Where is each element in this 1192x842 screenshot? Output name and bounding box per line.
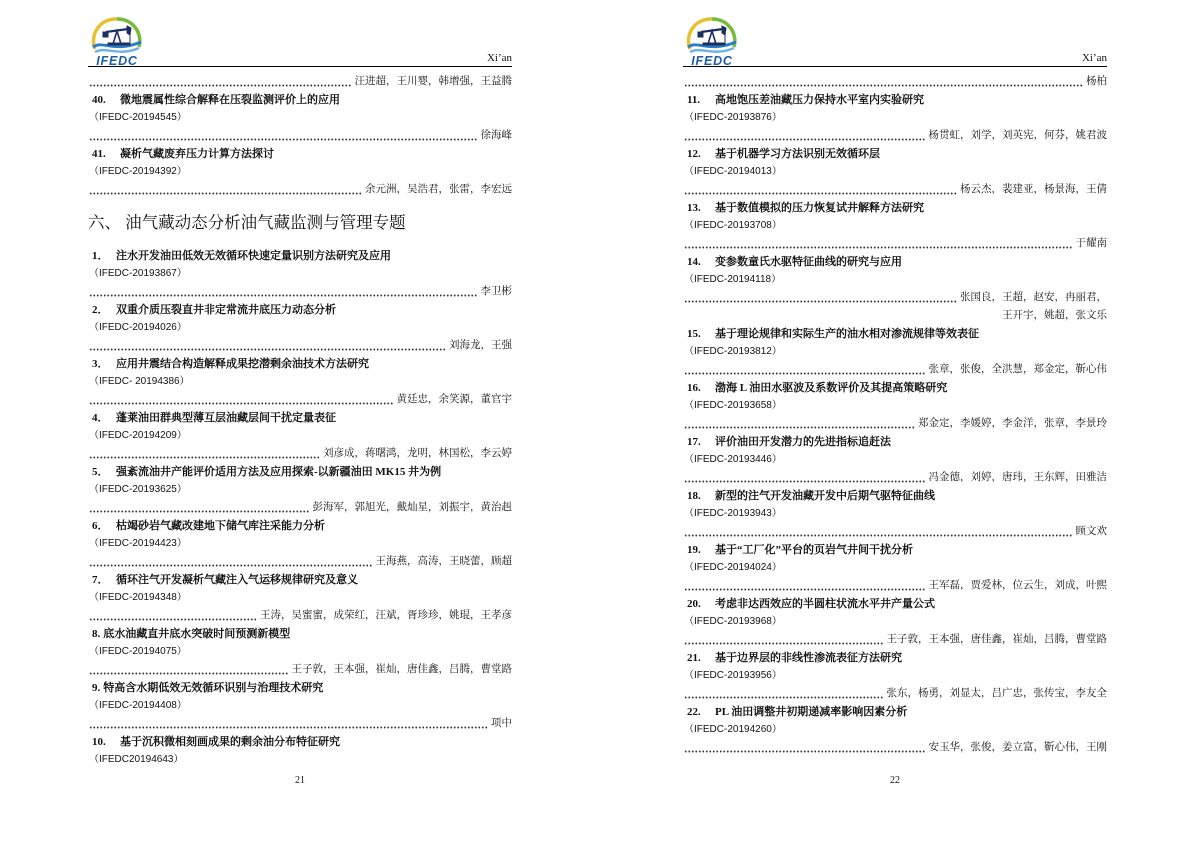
paper-entry xyxy=(683,379,1107,433)
dot-leader xyxy=(684,361,926,379)
paper-title-line xyxy=(683,145,1107,163)
authors-line xyxy=(88,283,512,301)
paper-title-line xyxy=(683,433,1107,451)
pump-jack-icon xyxy=(103,26,131,45)
authors-line xyxy=(683,739,1107,757)
paper-code: （IFEDC-20193812） xyxy=(684,346,782,357)
authors-line xyxy=(88,73,512,91)
author-names: 汪进超，王川婴，韩增强，王益腾 xyxy=(354,76,512,87)
authors-line xyxy=(88,661,512,679)
paper-number: 3． xyxy=(92,358,109,370)
paper-title-line xyxy=(88,355,512,373)
paper-title-line xyxy=(88,301,512,319)
paper-number: 21. xyxy=(687,652,701,664)
paper-title: 应用井震结合构造解释成果挖潜剩余油技术方法研究 xyxy=(116,358,369,370)
paper-title: 特高含水期低效无效循环识别与治理技术研究 xyxy=(103,682,324,694)
paper-code: （IFEDC-20194075） xyxy=(89,646,187,657)
paper-title: 基于沉积微相刻画成果的剩余油分布特征研究 xyxy=(120,736,340,748)
paper-number: 2． xyxy=(92,304,109,316)
paper-title-line xyxy=(683,199,1107,217)
dot-leader xyxy=(89,283,478,301)
paper-number: 9. xyxy=(92,682,101,694)
paper-code: （IFEDC20194643） xyxy=(89,754,184,765)
paper-title-line xyxy=(683,649,1107,667)
paper-title-line xyxy=(88,409,512,427)
author-names: 安玉华，张俊，姜立富，靳心伟，王刚 xyxy=(928,742,1107,753)
dot-leader xyxy=(684,685,884,703)
paper-title: PL 油田调整井初期递减率影响因素分析 xyxy=(715,706,908,718)
paper-number: 7． xyxy=(92,574,109,586)
paper-title: 循环注气开发凝析气藏注入气运移规律研究及意义 xyxy=(116,574,358,586)
paper-title: 注水开发油田低效无效循环快速定量识别方法研究及应用 xyxy=(116,250,391,262)
section-heading: 六、 油气藏动态分析油气藏监测与管理专题 xyxy=(88,213,406,232)
paper-number: 17. xyxy=(687,436,701,448)
dot-leader xyxy=(89,181,362,199)
paper-code: （IFEDC-20193867） xyxy=(89,268,187,279)
paper-number: 6． xyxy=(92,520,109,532)
paper-entry xyxy=(683,145,1107,199)
paper-title: 蓬莱油田群典型薄互层油藏层间干扰定量表征 xyxy=(116,412,336,424)
paper-number: 19. xyxy=(687,544,701,556)
page-content xyxy=(88,73,512,769)
paper-number: 13. xyxy=(687,202,701,214)
paper-entry xyxy=(683,487,1107,541)
paper-code: （IFEDC-20194348） xyxy=(89,592,187,603)
dot-leader xyxy=(684,289,957,307)
dot-leader xyxy=(89,73,352,91)
paper-entry xyxy=(88,463,512,517)
dot-leader xyxy=(684,469,926,487)
paper-code: （IFEDC-20193446） xyxy=(684,454,782,465)
paper-entry xyxy=(88,355,512,409)
paper-code: （IFEDC-20193876） xyxy=(684,112,782,123)
paper-title-line xyxy=(88,679,512,697)
authors-line xyxy=(88,607,512,625)
authors-line xyxy=(683,73,1107,91)
authors-line xyxy=(88,553,512,571)
paper-entry xyxy=(683,253,1107,325)
paper-entry xyxy=(88,625,512,679)
paper-code: （IFEDC-20193708） xyxy=(684,220,782,231)
author-names: 徐海峰 xyxy=(480,130,512,141)
author-names: 张东，杨勇，刘显太，吕广忠，张传宝，李友全 xyxy=(886,688,1107,699)
dot-leader xyxy=(89,391,394,409)
author-names: 李卫彬 xyxy=(480,286,512,297)
author-names: 杨贯虹，刘学，刘英宪，何芬，姚君波 xyxy=(928,130,1107,141)
dot-leader xyxy=(684,523,1073,541)
paper-code: （IFEDC-20193968） xyxy=(684,616,782,627)
paper-code: （IFEDC-20194024） xyxy=(684,562,782,573)
dot-leader xyxy=(89,661,289,679)
dot-leader xyxy=(684,415,915,433)
authors-line xyxy=(683,235,1107,253)
authors-line xyxy=(683,127,1107,145)
dot-leader xyxy=(89,337,446,355)
header-location: Xi’an xyxy=(486,52,512,64)
header-rule xyxy=(88,66,512,67)
paper-entry xyxy=(88,517,512,571)
paper-entry xyxy=(88,301,512,355)
paper-entry xyxy=(683,703,1107,757)
author-names: 刘彦成，蒋曙鸿，龙明，林国松，李云婷 xyxy=(323,448,512,459)
paper-entry xyxy=(88,247,512,301)
authors-line xyxy=(683,307,1107,325)
authors-line xyxy=(88,499,512,517)
authors-line xyxy=(88,181,512,199)
page-number: 21 xyxy=(295,775,305,786)
paper-title-line xyxy=(88,247,512,265)
paper-title-line xyxy=(683,253,1107,271)
paper-entry xyxy=(88,733,512,769)
author-names: 王子敦，王本强，唐佳鑫，崔灿，吕腾，曹堂路 xyxy=(886,634,1107,645)
authors-line xyxy=(683,631,1107,649)
paper-title-line xyxy=(683,541,1107,559)
paper-entry xyxy=(683,541,1107,595)
authors-line xyxy=(683,181,1107,199)
logo-text: IFEDC xyxy=(96,54,138,67)
paper-code: （IFEDC-20194013） xyxy=(684,166,782,177)
paper-title: 新型的注气开发油藏开发中后期气驱特征曲线 xyxy=(715,490,935,502)
paper-title: 考虑非达西效应的半圆柱状流水平井产量公式 xyxy=(715,598,935,610)
paper-code: （IFEDC-20194260） xyxy=(684,724,782,735)
paper-number: 40. xyxy=(92,94,106,106)
paper-code: （IFEDC-20194209） xyxy=(89,430,187,441)
paper-code: （IFEDC-20194423） xyxy=(89,538,187,549)
author-names: 彭海军，郭旭光，戴灿星，刘振宇，黄治赳 xyxy=(312,502,512,513)
authors-line xyxy=(88,445,512,463)
paper-number: 11. xyxy=(687,94,701,106)
dot-leader xyxy=(684,181,957,199)
paper-title: 枯竭砂岩气藏改建地下储气库注采能力分析 xyxy=(116,520,325,532)
authors-line xyxy=(683,415,1107,433)
dot-leader xyxy=(684,739,926,757)
author-names: 王子敦，王本强，崔灿，唐佳鑫，吕腾，曹堂路 xyxy=(291,664,512,675)
dot-leader xyxy=(684,73,1083,91)
paper-number: 18. xyxy=(687,490,701,502)
paper-entry xyxy=(88,91,512,145)
paper-entry xyxy=(683,199,1107,253)
paper-entry xyxy=(88,679,512,733)
paper-entry xyxy=(683,325,1107,379)
header-rule xyxy=(683,66,1107,67)
author-names: 黄廷忠，余笑源，董官宇 xyxy=(396,394,512,405)
paper-title: 变参数童氏水驱特征曲线的研究与应用 xyxy=(715,256,902,268)
paper-title: 评价油田开发潜力的先进指标追赶法 xyxy=(715,436,891,448)
author-names: 杨云杰，裴建亚，杨景海，王倩 xyxy=(960,184,1107,195)
dot-leader xyxy=(89,499,310,517)
author-names: 冯金德，刘婷，唐玮，王东辉，田雅洁 xyxy=(928,472,1107,483)
dot-leader xyxy=(89,607,257,625)
author-names: 张章，张俊，全洪慧，郑金定，靳心伟 xyxy=(928,364,1107,375)
paper-title: 底水油藏直井底水突破时间预测新模型 xyxy=(103,628,291,640)
paper-number: 20. xyxy=(687,598,701,610)
authors-line xyxy=(88,391,512,409)
author-names: 项中 xyxy=(491,718,512,729)
paper-title-line xyxy=(683,91,1107,109)
paper-title: 双重介质压裂直井非定常流井底压力动态分析 xyxy=(116,304,336,316)
paper-entry xyxy=(88,571,512,625)
dot-leader xyxy=(684,127,926,145)
author-names: 顾文欢 xyxy=(1075,526,1107,537)
paper-number: 8. xyxy=(92,628,101,640)
paper-title: 基于“工厂化”平台的页岩气井间干扰分析 xyxy=(715,544,913,556)
paper-title: 微地震属性综合解释在压裂监测评价上的应用 xyxy=(120,94,340,106)
authors-line xyxy=(683,289,1107,307)
paper-code: （IFEDC-20194392） xyxy=(89,166,187,177)
pump-jack-icon xyxy=(698,26,726,45)
paper-title: 基于机器学习方法识别无效循环层 xyxy=(715,148,880,160)
author-names: 王海燕，高涛，王晓蕾，顾超 xyxy=(375,556,512,567)
author-names: 郑金定，李媛婷，李金洋，张章，李景玲 xyxy=(918,418,1107,429)
paper-title-line xyxy=(683,703,1107,721)
dot-leader xyxy=(89,553,373,571)
paper-entry xyxy=(683,91,1107,145)
paper-code: （IFEDC-20193943） xyxy=(684,508,782,519)
paper-title-line xyxy=(683,595,1107,613)
paper-title-line xyxy=(88,625,512,643)
author-names: 于耀南 xyxy=(1075,238,1107,249)
paper-number: 41. xyxy=(92,148,106,160)
author-names: 张国良，王超，赵安，冉丽君， xyxy=(960,292,1107,303)
author-names: 刘海龙，王强 xyxy=(449,340,512,351)
paper-code: （IFEDC-20193658） xyxy=(684,400,782,411)
paper-title-line xyxy=(683,487,1107,505)
paper-code: （IFEDC-20194026） xyxy=(89,322,187,333)
paper-title: 凝析气藏废弃压力计算方法探讨 xyxy=(120,148,274,160)
page-right xyxy=(596,0,1192,842)
paper-number: 10. xyxy=(92,736,106,748)
author-names: 余元洲，吴浩君，张雷，李宏远 xyxy=(365,184,512,195)
paper-title-line xyxy=(88,463,512,481)
paper-title-line xyxy=(88,733,512,751)
paper-code: （IFEDC- 20194386） xyxy=(89,376,190,387)
authors-line xyxy=(88,127,512,145)
paper-entry xyxy=(683,595,1107,649)
paper-title: 强紊流油井产能评价适用方法及应用探索-以新疆油田 MK15 井为例 xyxy=(116,466,442,478)
authors-line xyxy=(683,685,1107,703)
paper-number: 12. xyxy=(687,148,701,160)
paper-entry xyxy=(88,145,512,199)
authors-line xyxy=(683,577,1107,595)
paper-number: 5． xyxy=(92,466,109,478)
paper-title: 基于数值模拟的压力恢复试井解释方法研究 xyxy=(715,202,924,214)
author-names: 王涛，吴蜜蜜，成荣红，汪斌，胥珍珍，姚琨，王孝彦 xyxy=(260,610,512,621)
author-names: 杨柏 xyxy=(1086,76,1107,87)
paper-code: （IFEDC-20194408） xyxy=(89,700,187,711)
paper-title-line xyxy=(88,145,512,163)
author-names: 王开宇，姚超，张文乐 xyxy=(1002,310,1107,321)
header-location: Xi’an xyxy=(1081,52,1107,64)
dot-leader xyxy=(89,715,488,733)
paper-number: 4． xyxy=(92,412,109,424)
dot-leader xyxy=(89,127,478,145)
authors-line xyxy=(88,715,512,733)
authors-line xyxy=(88,337,512,355)
paper-title-line xyxy=(88,571,512,589)
dot-leader xyxy=(684,577,926,595)
paper-title: 高地饱压差油藏压力保持水平室内实验研究 xyxy=(715,94,924,106)
dot-leader xyxy=(684,235,1073,253)
paper-code: （IFEDC-20194118） xyxy=(684,274,782,285)
paper-number: 14. xyxy=(687,256,701,268)
page-number: 22 xyxy=(890,775,900,786)
paper-title-line xyxy=(88,91,512,109)
paper-code: （IFEDC-20193625） xyxy=(89,484,187,495)
paper-number: 15. xyxy=(687,328,701,340)
paper-title: 基于理论规律和实际生产的油水相对渗流规律等效表征 xyxy=(715,328,979,340)
paper-title: 渤海 L 油田水驱波及系数评价及其提高策略研究 xyxy=(715,382,948,394)
paper-number: 22. xyxy=(687,706,701,718)
paper-number: 1． xyxy=(92,250,109,262)
page-content xyxy=(683,73,1107,757)
logo-text: IFEDC xyxy=(691,54,733,67)
dot-leader xyxy=(684,631,884,649)
paper-title-line xyxy=(683,379,1107,397)
paper-number: 16. xyxy=(687,382,701,394)
paper-title-line xyxy=(683,325,1107,343)
paper-entry xyxy=(683,433,1107,487)
paper-title-line xyxy=(88,517,512,535)
paper-code: （IFEDC-20193956） xyxy=(684,670,782,681)
paper-entry xyxy=(683,649,1107,703)
authors-line xyxy=(683,469,1107,487)
dot-leader xyxy=(89,445,320,463)
paper-title: 基于边界层的非线性渗流表征方法研究 xyxy=(715,652,902,664)
authors-line xyxy=(683,361,1107,379)
paper-entry xyxy=(88,409,512,463)
authors-line xyxy=(683,523,1107,541)
author-names: 王军磊，贾爱林，位云生，刘成，叶熙 xyxy=(928,580,1107,591)
paper-code: （IFEDC-20194545） xyxy=(89,112,187,123)
